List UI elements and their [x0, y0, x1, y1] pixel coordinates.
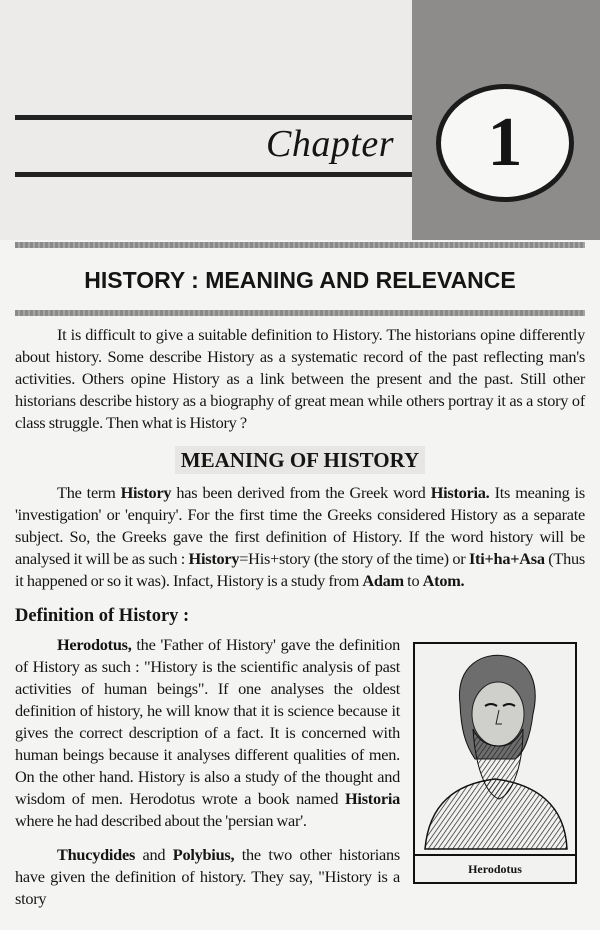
- thucydides-paragraph: [15, 844, 400, 910]
- bold-term: Adam: [362, 571, 404, 590]
- title-rule-bottom: [15, 310, 585, 316]
- text-run: the two other historians have given the definition of history. They say, "History is a story: [15, 845, 400, 908]
- section-heading-meaning-wrap: [15, 446, 585, 474]
- text-run: It is difficult to give a suitable definition to History. The historians opine differently about history. Some describe History as a systematic record of the past reflecting man's activities. Others opine History as a link between the present and the past. Still other historians describe history as a biography of great mean while others portray it as a story of class struggle. Then what is History ?: [15, 325, 585, 432]
- chapter-header: [0, 0, 600, 320]
- header-rule-bottom: [15, 172, 412, 177]
- bold-term: History: [188, 549, 240, 568]
- section-heading-meaning: MEANING OF HISTORY: [175, 446, 425, 474]
- text-run: the 'Father of History' gave the definition of History as such : "History is the scientific analysis of past activities of human beings". If one analyses the oldest definition of history, he will know that it is science because it gives the correct description of a fact. It is concerned with human beings because it analyses different qualities of men. On the other hand. History is also a study of the thought and wisdom of men. Herodotus wrote a book named: [15, 635, 400, 808]
- text-run: to: [403, 571, 423, 590]
- bold-term: Historia.: [430, 483, 490, 502]
- text-run: Its meaning is 'investigation' or 'enquiry'. For the first time the Greeks considered History as a separate subject. So, the Greeks gave the first definition of History. If the word history will be analysed it will be as such :: [15, 483, 585, 568]
- herodotus-portrait-image: [415, 644, 575, 854]
- definition-text-column: [15, 634, 400, 910]
- bold-term: Iti+ha+Asa: [468, 549, 545, 568]
- text-run: has been derived from the Greek word: [171, 483, 431, 502]
- portrait-caption: Herodotus: [415, 854, 575, 882]
- bold-term: Thucydides: [57, 845, 136, 864]
- text-run: =His+story (the story of the time) or: [239, 549, 469, 568]
- bold-term: Herodotus,: [57, 635, 132, 654]
- definition-section: [15, 634, 585, 910]
- text-run: and: [135, 845, 173, 864]
- bold-term: History: [120, 483, 172, 502]
- bold-term: Polybius,: [172, 845, 235, 864]
- text-run: The term: [57, 483, 121, 502]
- text-run: where he had described about the 'persian war'.: [15, 811, 307, 830]
- chapter-label: Chapter: [266, 123, 395, 165]
- header-rule-top: [15, 115, 412, 120]
- bold-term: Historia: [345, 789, 400, 808]
- intro-paragraph: [15, 324, 585, 434]
- meaning-paragraph: [15, 482, 585, 592]
- section-heading-definition: Definition of History :: [15, 606, 190, 626]
- chapter-number: 1: [436, 84, 574, 202]
- page-content: [0, 320, 600, 930]
- page-title: HISTORY : MEANING AND RELEVANCE: [84, 267, 516, 293]
- bold-term: Atom.: [422, 571, 465, 590]
- title-rule-top: [15, 242, 585, 248]
- herodotus-portrait-figure: [413, 642, 577, 884]
- text-run: (Thus it happened or so it was). Infact, History is a study from: [15, 549, 585, 590]
- herodotus-paragraph: [15, 634, 400, 832]
